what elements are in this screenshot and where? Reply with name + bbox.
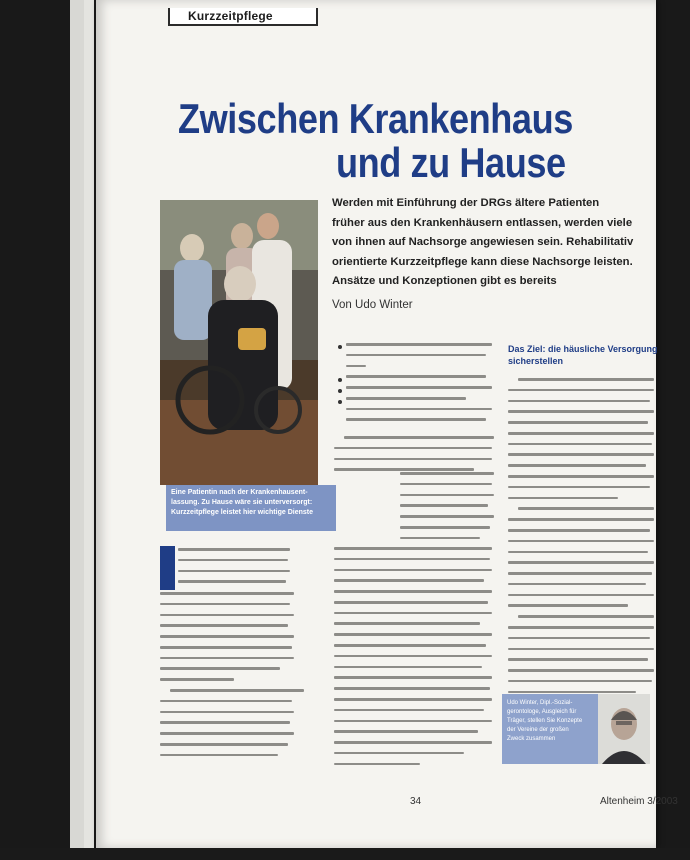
text-line [160,614,294,617]
text-line [508,648,654,651]
text-line [334,655,492,658]
text-line [508,389,654,392]
author-portrait-illustration [598,694,650,764]
text-line [508,464,646,467]
text-line [508,443,652,446]
text-line [346,354,486,357]
text-line [160,667,280,670]
lead-line: Werden mit Einführung der DRGs ältere Patienten [332,197,600,209]
caption-line: lassung. Zu Hause wäre sie unterversorgt: [171,498,313,506]
photo-credit [146,210,156,270]
text-line [508,669,654,672]
text-line [170,689,304,692]
author-info-line: Udo Winter, Dipl.-Sozial- [507,700,573,706]
text-line [400,483,492,486]
text-line [160,711,294,714]
bullet-icon [338,389,342,393]
text-line [334,698,492,701]
text-line [160,754,278,757]
caption-line: Eine Patientin nach der Krankenhausent- [171,489,308,496]
author-info-line: Zweck zusammen [507,736,556,742]
text-line [346,397,466,400]
text-line [334,730,478,733]
text-line [400,537,480,540]
text-line [334,720,492,723]
text-line [518,507,654,510]
text-line [346,365,366,368]
text-line [160,646,292,649]
text-line [508,637,650,640]
issue-label: Altenheim 3/2003 [600,796,678,807]
text-line [334,666,482,669]
text-line [508,486,650,489]
text-line [160,743,288,746]
text-line [346,408,492,411]
text-line [334,590,492,593]
article-title-line-2: und zu Hause [336,139,566,186]
text-line [178,559,288,562]
text-line [508,497,618,500]
drop-cap [160,546,175,590]
caption-line: Kurzzeitpflege leistet hier wichtige Dienste [171,508,313,516]
text-line [346,375,486,378]
text-line [508,658,648,661]
section-subheading [508,343,668,367]
body-column-left-top [178,548,292,591]
text-line [160,732,294,735]
text-line [508,572,652,575]
text-line [334,558,490,561]
body-column-middle-bullets [346,343,496,429]
text-line [334,569,492,572]
text-line [334,709,484,712]
subheading-line: Das Ziel: die häusliche Versorgung [508,344,658,354]
text-line [400,494,494,497]
text-line [508,594,654,597]
text-line [508,561,654,564]
text-line [508,518,654,521]
text-line [508,583,646,586]
text-line [508,551,648,554]
author-info-box [502,694,650,764]
text-line [334,468,474,471]
scan-bottom-edge [0,848,690,860]
bullet-icon [338,345,342,349]
text-line [334,676,492,679]
text-line [508,400,650,403]
text-line [334,579,484,582]
section-label: Kurzzeitpflege [188,9,273,23]
text-line [178,548,290,551]
text-line [334,644,486,647]
text-line [334,763,420,766]
text-line [508,540,654,543]
photo-caption [166,485,336,531]
text-line [160,721,290,724]
bullet-icon [338,400,342,404]
text-line [334,633,492,636]
text-line [400,472,494,475]
text-line [508,529,650,532]
text-line [334,752,464,755]
text-line [508,691,636,694]
article-lead [332,194,662,292]
text-line [518,615,654,618]
text-line [346,343,492,346]
text-line [400,526,490,529]
author-portrait [598,694,650,764]
text-line [346,418,486,421]
text-line [346,386,492,389]
text-line [160,592,294,595]
text-line [508,604,628,607]
text-line [160,700,292,703]
text-line [518,378,654,381]
text-line [178,580,286,583]
text-line [508,680,652,683]
text-line [508,432,654,435]
text-line [160,635,294,638]
text-line [508,626,654,629]
photo-illustration [160,200,318,485]
article-photo [160,200,318,485]
lead-line: früher aus den Krankenhäusern entlassen, werden viele [332,216,633,229]
subheading-line: sicherstellen [508,356,564,366]
text-line [160,624,288,627]
underlying-page-edge [70,0,84,848]
body-column-middle-lower [334,547,496,773]
text-line [508,453,654,456]
text-line [160,678,234,681]
text-line [334,622,480,625]
lead-line: orientierte Kurzzeitpflege kann diese Nachsorge leisten. [332,255,633,268]
body-column-left [160,592,296,765]
text-line [160,657,294,660]
body-column-right [508,378,656,701]
text-line [334,687,490,690]
text-line [334,447,492,450]
text-line [334,547,492,550]
text-line [508,421,648,424]
text-line [508,475,654,478]
underlying-page-edge [84,0,94,848]
author-info-line: gerontologe, Ausgleich für [507,709,577,715]
text-line [334,741,492,744]
author-info-line: der Vereine der großen [507,727,569,733]
text-line [178,570,290,573]
body-column-middle-wrap [400,472,496,547]
section-tab [168,8,318,26]
author-byline: Von Udo Winter [332,299,413,311]
lead-line: Ansätze und Konzeptionen gibt es bereits [332,275,557,288]
author-info-line: Träger, stellen Sie Konzepte [507,718,583,724]
lead-line: von ihnen auf Nachsorge angewiesen sein. Rehabilitativ [332,236,634,249]
text-line [334,612,492,615]
author-info-text [507,699,607,744]
text-line [400,515,494,518]
text-line [160,603,290,606]
article-title-line-1: Zwischen Krankenhaus [178,95,573,142]
text-line [508,410,654,413]
text-line [400,504,488,507]
text-line [334,601,488,604]
text-line [334,458,492,461]
page-number: 34 [410,796,422,807]
bullet-icon [338,378,342,382]
text-line [344,436,494,439]
